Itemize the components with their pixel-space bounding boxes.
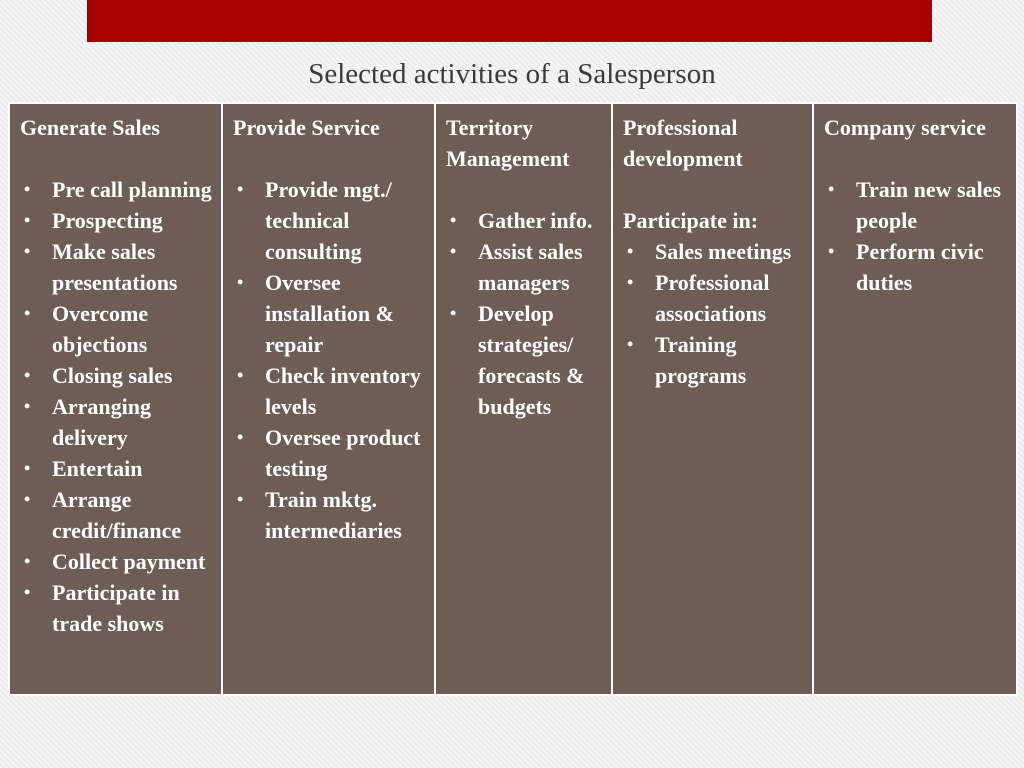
column-territory-management bbox=[435, 103, 612, 695]
title-banner bbox=[87, 0, 932, 42]
column-provide-service bbox=[222, 103, 435, 695]
column-heading: Professional development bbox=[623, 115, 743, 171]
activity-list bbox=[20, 174, 215, 639]
column-heading: Company service bbox=[824, 115, 986, 140]
list-item: • Provide mgt./ technical consulting bbox=[233, 174, 428, 267]
activities-table bbox=[8, 102, 1018, 696]
activity-list bbox=[446, 205, 605, 422]
column-heading: Provide Service bbox=[233, 115, 380, 140]
list-item: • Entertain bbox=[20, 453, 215, 484]
list-item: • Check inventory levels bbox=[233, 360, 428, 422]
slide-title: Selected activities of a Salesperson bbox=[308, 58, 716, 90]
list-item: • Participate in trade shows bbox=[20, 577, 215, 639]
column-generate-sales bbox=[9, 103, 222, 695]
list-item: • Sales meetings bbox=[623, 236, 806, 267]
list-item: • Overcome objections bbox=[20, 298, 215, 360]
column-heading: Generate Sales bbox=[20, 115, 160, 140]
list-item: • Train mktg. intermediaries bbox=[233, 484, 428, 546]
column-professional-development bbox=[612, 103, 813, 695]
list-item: • Gather info. bbox=[446, 205, 605, 236]
list-item: • Train new sales people bbox=[824, 174, 1010, 236]
list-item: • Collect payment bbox=[20, 546, 215, 577]
list-item: • Training programs bbox=[623, 329, 806, 391]
list-item: • Make sales presentations bbox=[20, 236, 215, 298]
list-item: • Develop strategies/ forecasts & budgets bbox=[446, 298, 605, 422]
list-item: • Pre call planning bbox=[20, 174, 215, 205]
list-item: • Prospecting bbox=[20, 205, 215, 236]
list-item: • Oversee installation & repair bbox=[233, 267, 428, 360]
list-item: • Professional associations bbox=[623, 267, 806, 329]
list-item: • Arranging delivery bbox=[20, 391, 215, 453]
column-heading: Territory Management bbox=[446, 115, 570, 171]
activity-list bbox=[233, 174, 428, 546]
activity-list bbox=[623, 236, 806, 391]
list-item: • Arrange credit/finance bbox=[20, 484, 215, 546]
table-row bbox=[9, 103, 1017, 695]
list-item: • Perform civic duties bbox=[824, 236, 1010, 298]
column-company-service bbox=[813, 103, 1017, 695]
list-item: • Closing sales bbox=[20, 360, 215, 391]
column-intro: Participate in: bbox=[623, 208, 759, 233]
activity-list bbox=[824, 174, 1010, 298]
list-item: • Assist sales managers bbox=[446, 236, 605, 298]
list-item: • Oversee product testing bbox=[233, 422, 428, 484]
